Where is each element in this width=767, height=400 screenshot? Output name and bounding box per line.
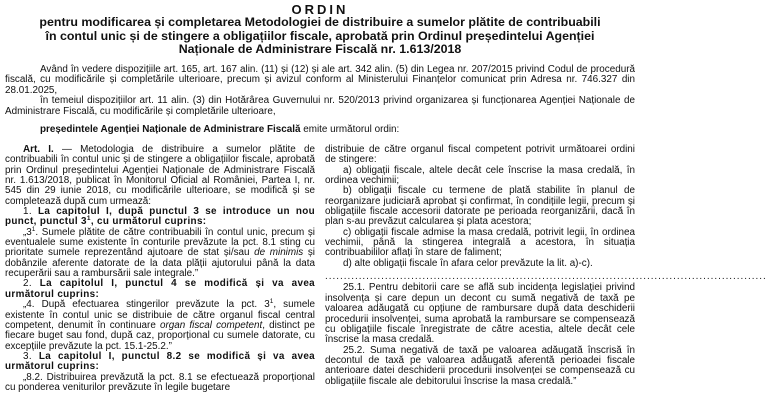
item-heading-text: , cu următorul cuprins: [90,216,207,228]
point-25-2: 25.2. Suma negativă de taxă pe valoarea adăugată înscrisă în decontul de taxă pe valoarea adăugată aferentă perioadei fiscale anterioare datei deschiderii procedurii insolvenței se compensează cu obligațiile fiscale ale debitorului înscrise la masa credală.” [325,344,635,387]
quote-text: „3 [23,226,32,238]
right-column [325,144,767,387]
list-item-c: c) obligații fiscale admise la masa credală, potrivit legii, în ordinea vechimii, până la stingerea integrală a acestora, în situația contribuabililor aflați în stare de faliment; [325,226,635,259]
preamble-considering: Având în vedere dispozițiile art. 165, art. 167 alin. (11) și (12) și ale art. 342 alin. (5) din Legea nr. 207/2015 privind Codul de procedură fiscală, cu modificările și completările ulterioare, precum și avizul conform al Ministerului Finanțelor comunicat prin Adresa nr. 746.327 din 28.01.2025, [5,64,635,96]
quote-italic: organ fiscal competent [160,319,263,331]
quote-text: , distinct pe fiecare buget sau fond, după caz, proporțional cu sumele datorate, cu excepțiile prevăzute la pct. 15.1-25.2.” [5,319,315,352]
preamble-legal-basis: în temeiul dispozițiilor art. 11 alin. (3) din Hotărârea Guvernului nr. 520/2013 privind organizarea și funcționarea Agenției Naționale de Administrare Fiscală, cu modificările și completările ulterioare, [5,95,635,117]
left-column [5,145,315,393]
superscript: 1 [86,215,91,223]
item-heading-text: La capitolul I, punctul 8.2 se modifică și va avea următorul cuprins: [5,350,316,373]
item-heading-text: La capitolul I, punctul 4 se modifică și va avea următorul cuprins: [5,278,316,300]
item-2-heading [5,279,315,300]
superscript: 1 [269,298,274,306]
preamble [5,65,635,135]
issuer-action: emite următorul ordin: [300,124,400,136]
quote-point-3-1 [5,225,315,280]
quote-italic: de minimis [254,247,304,259]
omission-dots: ...................................................................................................................... [325,271,767,283]
item-number: 2. [23,278,40,290]
superscript: 1 [31,225,36,233]
preamble-issuer [5,125,635,135]
item-heading-text: La capitolul I, după punctul 3 se introduce un nou punct, punctul 3 [5,206,316,228]
continued-text: distribuie de către organul fiscal competent potrivit următoarei ordini de stingere: [325,144,635,166]
subtitle-line: în contul unic și de stingere a obligațiilor fiscale, aprobată prin Ordinul președintelui Agenției [45,28,595,43]
article-label: Art. I. [23,144,54,155]
item-1-heading [5,207,315,228]
quote-text: , sumele existente în contul unic se distribuie de către organul fiscal central competent, denumit în continuare [5,299,315,331]
item-number: 1. [23,206,38,218]
quote-text: „4. După efectuarea stingerilor prevăzute la pct. 3 [23,299,270,311]
list-item-b: b) obligații fiscale cu termene de plată stabilite în planul de reorganizare judiciară aprobat și confirmat, în condițiile legii, precum și obligațiile fiscale accesorii datorate pe perioada reorganizării, dacă în plan s-au prevăzut calcularea și plata acestora; [325,185,635,228]
point-25-1: 25.1. Pentru debitorii care se află sub incidența legislației privind insolvența și care depun un decont cu sumă negativă de taxă pe valoarea adăugată cu opțiune de rambursare după data deschiderii procedurii insolvenței, suma aprobată la rambursare se compensează cu obligațiile fiscale înregistrate de către acestia, altele decât cele înscrise la masa credală. [325,282,635,346]
issuer-name: președintele Agenției Naționale de Administrare Fiscală [40,124,301,136]
subtitle-line: Naționale de Administrare Fiscală nr. 1.613/2018 [178,42,462,57]
quote-text: și dobânzile aferente datorate de la data plății ajutorului până la data recuperării sau a rambursării sale integrale.” [5,247,315,280]
list-item-d: d) alte obligații fiscale în afara celor prevăzute la lit. a)-c). [343,257,593,269]
quote-text: . Sumele plătite de către contribuabili în contul unic, precum și eventualele sume existente în conturile prevăzute la pct. 8.1 sting cu prioritate sumele reprezentând ajutoare de stat și/sau [5,226,315,259]
subtitle-line: pentru modificarea și completarea Metodologiei de distribuire a sumelor plătite de contribuabili [39,15,601,29]
document-title: ORDIN [291,2,349,17]
quote-point-8-2: „8.2. Distribuirea prevăzută la pct. 8.1 se efectuează proporțional cu ponderea veniturilor prevăzute în legile bugetare [5,371,315,393]
list-item-a: a) obligații fiscale, altele decât cele înscrise la masa credală, în ordinea vechimii; [325,164,635,187]
document-subtitle [0,16,640,57]
item-3-heading [5,352,315,373]
article-1 [5,145,315,207]
item-number: 3. [23,350,39,362]
quote-point-4 [5,300,315,352]
article-text: — Metodologia de distribuire a sumelor plătite de contribuabili în contul unic și de stingere a obligațiilor fiscale, aprobată prin Ordinul președintelui Agenției Naționale de Administrare Fiscală nr. 1.613/2018, publicat în Monitorul Oficial al României, Partea I, nr. 545 din 29 iunie 2018, cu modificările ulterioare, se modifică și se completează după cum urmează: [5,144,315,207]
